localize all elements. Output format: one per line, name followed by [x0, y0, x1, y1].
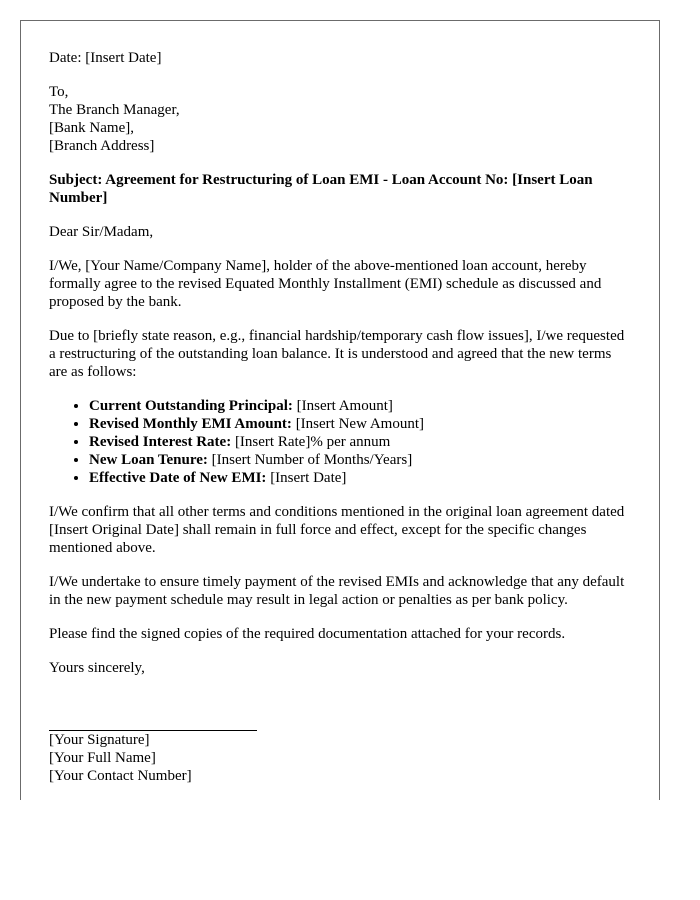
- reason-paragraph: Due to [briefly state reason, e.g., financial hardship/temporary cash flow issues], I/we requested a restructuring of the outstanding loan balance. It is understood and agreed that the new terms are as follows:: [49, 328, 625, 380]
- term-label: Revised Interest Rate:: [89, 434, 232, 450]
- subject-line: Subject: Agreement for Restructuring of Loan EMI - Loan Account No: [Insert Loan Number]: [49, 172, 593, 206]
- salutation: Dear Sir/Madam,: [49, 224, 154, 240]
- date-line: Date: [Insert Date]: [49, 50, 162, 66]
- attached-paragraph: Please find the signed copies of the required documentation attached for your records.: [49, 626, 566, 642]
- recipient-title: The Branch Manager,: [49, 102, 180, 118]
- term-value: [Insert Rate]% per annum: [231, 434, 391, 450]
- closing-line: Yours sincerely,: [49, 660, 145, 676]
- recipient-to: To,: [49, 84, 69, 100]
- list-item: [89, 451, 631, 469]
- recipient-branch-address: [Branch Address]: [49, 138, 155, 154]
- list-item: [89, 397, 631, 415]
- list-item: [89, 433, 631, 451]
- term-label: New Loan Tenure:: [89, 452, 208, 468]
- term-value: [Insert New Amount]: [291, 416, 424, 432]
- term-label: Current Outstanding Principal:: [89, 398, 293, 414]
- term-value: [Insert Amount]: [292, 398, 393, 414]
- intro-paragraph: I/We, [Your Name/Company Name], holder of the above-mentioned loan account, hereby formally agree to the revised Equated Monthly Installment (EMI) schedule as discussed and proposed by the bank.: [49, 258, 602, 310]
- undertake-paragraph: I/We undertake to ensure timely payment of the revised EMIs and acknowledge that any default in the new payment schedule may result in legal action or penalties as per bank policy.: [49, 574, 625, 608]
- signature-space: [49, 693, 631, 730]
- full-name-text: [Your Full Name]: [49, 750, 156, 766]
- letter-page: [20, 20, 660, 800]
- term-label: Effective Date of New EMI:: [89, 470, 267, 486]
- list-item: [89, 469, 631, 487]
- recipient-address: [49, 83, 631, 155]
- list-item: [89, 415, 631, 433]
- signature-block: [49, 731, 631, 785]
- signature-text: [Your Signature]: [49, 732, 150, 748]
- term-value: [Insert Number of Months/Years]: [207, 452, 413, 468]
- terms-list: [49, 397, 631, 487]
- confirm-paragraph: I/We confirm that all other terms and conditions mentioned in the original loan agreement dated [Insert Original Date] shall remain in full force and effect, except for the specific changes mentioned above.: [49, 504, 625, 556]
- term-value: [Insert Date]: [266, 470, 347, 486]
- recipient-bank-name: [Bank Name],: [49, 120, 134, 136]
- term-label: Revised Monthly EMI Amount:: [89, 416, 292, 432]
- contact-number-text: [Your Contact Number]: [49, 768, 192, 784]
